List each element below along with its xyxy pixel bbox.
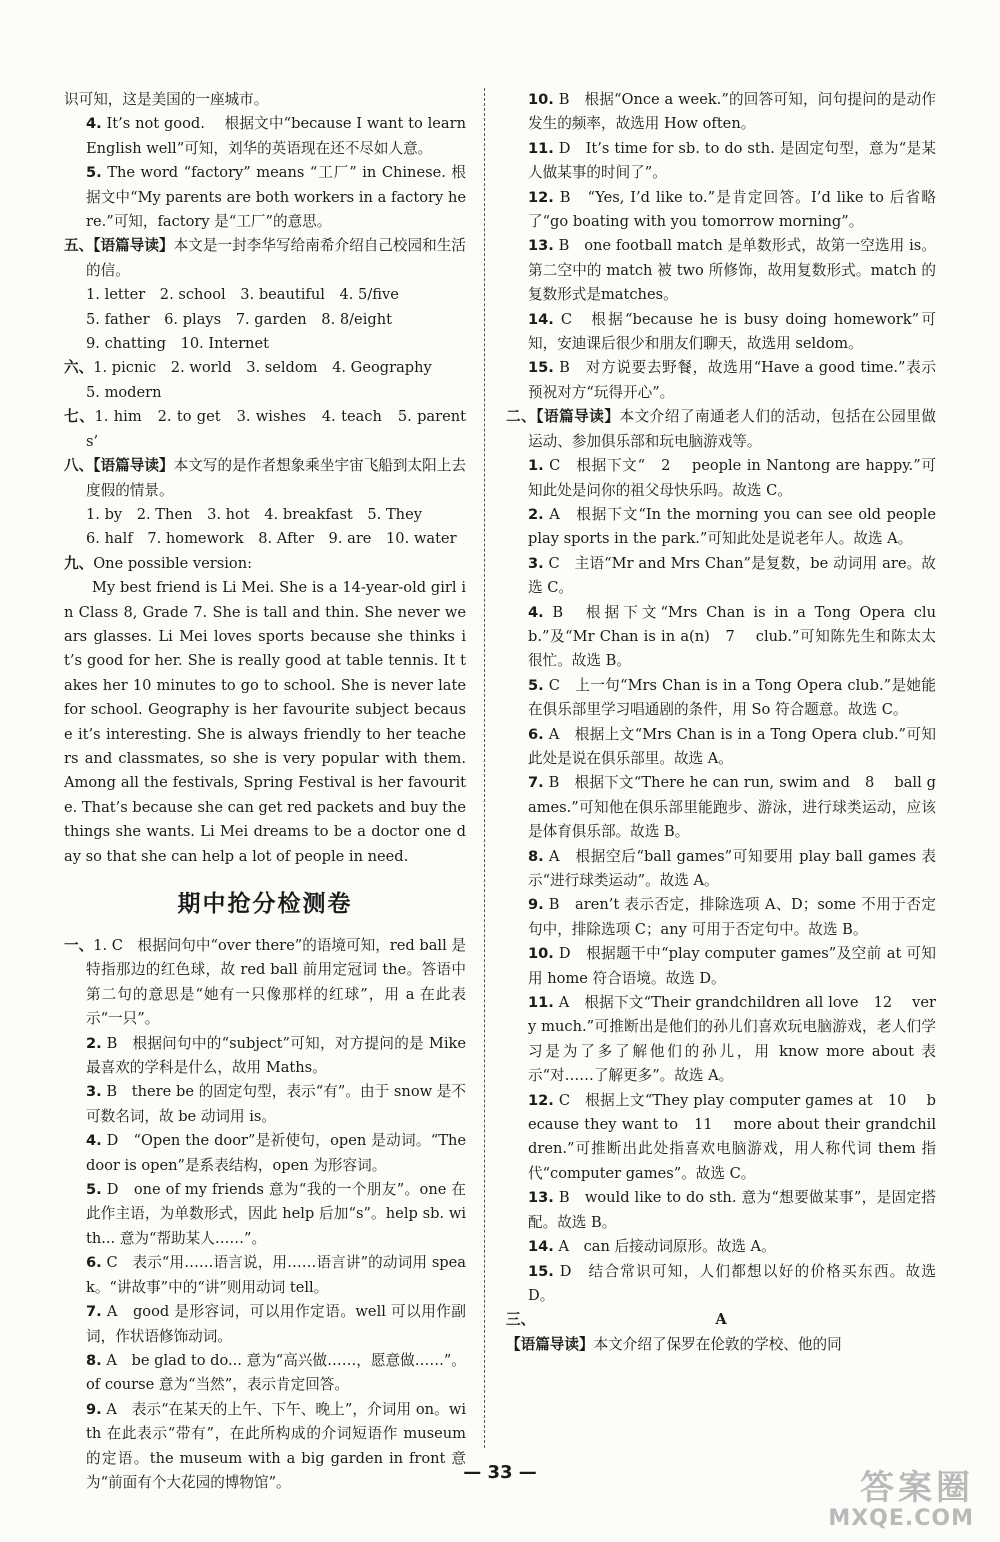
answer-item [64, 381, 466, 405]
answer-text: 5. modern [86, 383, 162, 401]
midterm-answer-item [64, 934, 466, 1032]
question-number: 13. [528, 237, 554, 255]
answer-text: D 根据题干中“play computer games”及空前 at 可知用 home 符合语境。故选 D。 [528, 945, 936, 987]
answer-item [506, 186, 936, 235]
midterm-answer-item [64, 1349, 466, 1398]
left-column [64, 88, 466, 1495]
answer-text: A be glad to do... 意为“高兴做……，愿意做……”。of course 意为“当然”，表示肯定回答。 [86, 1351, 466, 1394]
question-number: 9. [528, 896, 544, 914]
answer-text: 6. half 7. homework 8. After 9. are 10. water [86, 530, 457, 548]
answer-text: One possible version: [93, 554, 253, 572]
answer-item [506, 503, 936, 552]
page-number: — 33 — [463, 1462, 537, 1483]
answer-text: B 对方说要去野餐，故选用“Have a good time.”表示预祝对方“玩得开心”。 [528, 359, 936, 401]
answer-text: C 根据上文“They play computer games at 10 because they want to 11 more about their grandchildren.”可推断出此处指喜欢电脑游戏，用人称代词 them 指代“computer games”。故选 C。 [528, 1091, 936, 1182]
answer-item [506, 234, 936, 307]
question-number: 11. [528, 139, 554, 157]
answer-text: D 结合常识可知，人们都想以好的价格买东西。故选 D。 [528, 1262, 936, 1304]
answer-item [506, 405, 936, 454]
watermark-bottom: MXQE.COM [828, 1506, 974, 1531]
answer-item [64, 332, 466, 356]
answer-text: B would like to do sth. 意为“想要做某事”，是固定搭配。故选 B。 [528, 1189, 936, 1231]
answer-text: A can 后接动词原形。故选 A。 [553, 1238, 776, 1256]
answer-text: 1. letter 2. school 3. beautiful 4. 5/five [86, 286, 399, 304]
question-number: 14. [528, 310, 554, 328]
question-number: 4. [86, 115, 102, 133]
answer-item [64, 454, 466, 503]
watermark-top: 答案圈 [860, 1468, 974, 1508]
answer-item [64, 112, 466, 161]
answer-item [506, 1089, 936, 1187]
answer-text: B 根据问句中的“subject”可知，对方提问的是 Mike 最喜欢的学科是什么，故用 Maths。 [86, 1034, 466, 1077]
answer-text: B aren’t 表示否定，排除选项 A、D；some 不用于否定句中，排除选项 C；any 可用于否定句中。故选 B。 [528, 896, 936, 938]
column-divider [484, 88, 485, 1448]
question-number: 15. [528, 359, 554, 377]
answer-text: 1. by 2. Then 3. hot 4. breakfast 5. They [86, 505, 422, 523]
answer-text: 识可知，这是美国的一座城市。 [64, 91, 269, 108]
answer-item [64, 356, 466, 380]
guide-text: 本文介绍了保罗在伦敦的学校、他的同 [593, 1335, 842, 1353]
answer-item [64, 405, 466, 454]
question-number: 5. [528, 676, 544, 694]
answer-item [506, 308, 936, 357]
answer-text: 5. father 6. plays 7. garden 8. 8/eight [86, 310, 392, 328]
guide-tag: 【语篇导读】 [506, 1335, 594, 1353]
question-number: 4. [528, 603, 544, 621]
answer-item [64, 503, 466, 527]
answer-text: 1. him 2. to get 3. wishes 4. teach 5. parents’ [86, 408, 466, 450]
answer-item [506, 454, 936, 503]
midterm-answer-item [64, 1300, 466, 1349]
answer-item [506, 1186, 936, 1235]
answer-text: 本文是一封李华写给南希介绍自己校园和生活的信。 [86, 237, 466, 279]
question-number: 5. [86, 164, 102, 182]
answer-text: 1. C 根据问句中“over there”的语境可知，red ball 是特指那边的红色球，故 red ball 前用定冠词 the。答语中第二句的意思是“她有一只像那样的红球”，用 a 在此表示“一只”。 [86, 937, 466, 1028]
question-number: 4. [86, 1132, 102, 1150]
answer-text: A 根据上文“Mrs Chan is in a Tong Opera club.”可知此处是说在俱乐部里。故选 A。 [528, 725, 936, 767]
answer-item [506, 942, 936, 991]
answer-item [506, 552, 936, 601]
answer-item [506, 137, 936, 186]
question-section-tag: 九、 [64, 554, 94, 572]
answer-item [506, 601, 936, 674]
answer-item [506, 1235, 936, 1259]
answer-text: It’s not good. 根据文中“because I want to learn English well”可知，刘华的英语现在还不尽如人意。 [86, 115, 466, 157]
question-number: 10. [528, 91, 554, 108]
question-section-tag: 一、 [64, 937, 94, 954]
answer-text: B 根据下文“There he can run, swim and 8 ball games.”可知他在俱乐部里能跑步、游泳，进行球类运动，应该是体育俱乐部。故选 B。 [528, 774, 936, 841]
answer-item [64, 576, 466, 869]
question-number: 7. [528, 774, 544, 792]
question-number: 3. [86, 1083, 102, 1101]
right-column [506, 88, 936, 1357]
question-number: 3. [528, 554, 544, 572]
section-three-tag: 三、 [506, 1311, 536, 1329]
midterm-answer-item [64, 1178, 466, 1251]
answer-text: C 表示“用……语言说，用……语言讲”的动词用 speak。“讲故事”中的“讲”则用动词 tell。 [86, 1254, 466, 1296]
question-number: 11. [528, 994, 554, 1012]
answer-item [506, 356, 936, 405]
answer-text: 本文介绍了南通老人们的活动，包括在公园里做运动、参加俱乐部和玩电脑游戏等。 [528, 408, 936, 450]
answer-item [64, 308, 466, 332]
answer-text: D It’s time for sb. to do sth. 是固定句型，意为“是某人做某事的时间了”。 [528, 139, 936, 182]
answer-item [506, 771, 936, 844]
question-section-tag: 六、 [64, 359, 94, 377]
passage-letter: A [715, 1311, 727, 1329]
answer-text: C 根据下文“ 2 people in Nantong are happy.”可知此处是问你的祖父母快乐吗。故选 C。 [528, 457, 936, 499]
answer-text: D “Open the door”是祈使句，open 是动词。“The door is open”是系表结构，open 为形容词。 [86, 1132, 466, 1174]
midterm-answer-item [64, 1129, 466, 1178]
question-number: 6. [86, 1254, 102, 1272]
answer-item [506, 88, 936, 137]
answer-text: D one of my friends 意为“我的一个朋友”。one 在此作主语，为单数形式，因此 help 后加“s”。help sb. with... 意为“帮助某人……”。 [86, 1181, 466, 1247]
question-number: 2. [86, 1034, 102, 1052]
question-number: 8. [86, 1351, 102, 1369]
answer-item [64, 552, 466, 576]
answer-item [64, 88, 466, 112]
answer-text: A 根据下文“Their grandchildren all love 12 very much.”可推断出是他们的孙儿们喜欢玩电脑游戏，老人们学习是为了多了解他们的孙儿，用 know more about 表示“对……了解更多”。故选 A。 [528, 994, 936, 1085]
answer-text: B one football match 是单数形式，故第一空选用 is。第二空中的 match 被 two 所修饰，故用复数形式。match 的复数形式是matches。 [528, 237, 936, 304]
answer-text: B there be 的固定句型，表示“有”。由于 snow 是不可数名词，故 be 动词用 is。 [86, 1083, 466, 1125]
answer-item [64, 234, 466, 283]
answer-item [64, 527, 466, 551]
answer-item [64, 283, 466, 307]
question-section-tag: 二、【语篇导读】 [506, 408, 620, 426]
question-number: 15. [528, 1262, 554, 1280]
question-number: 14. [528, 1238, 554, 1256]
question-number: 6. [528, 725, 544, 743]
question-number: 2. [528, 505, 544, 523]
answer-item [506, 1260, 936, 1309]
question-section-tag: 八、【语篇导读】 [64, 457, 174, 475]
question-number: 9. [86, 1400, 102, 1418]
left-answers-block [64, 88, 466, 869]
answer-text: My best friend is Li Mei. She is a 14-year-old girl in Class 8, Grade 7. She is tall and thin. She never wears glasses. Li Mei loves sports because she thinks it’s good for her. She is really good at table tennis. It takes her 10 minutes to go to school. She is never late for school. Geography is her favourite subject because it’s interesting. She is always friendly to her teachers and classmates, so she is very popular with them. Among all the festivals, Spring Festival is her favourite. That’s because she can get red packets and buy the things she wants. Li Mei dreams to be a doctor one day so that she can help a lot of people in need. [64, 579, 466, 865]
answer-item [506, 893, 936, 942]
answer-text: The word “factory” means “工厂” in Chinese. 根据文中“My parents are both workers in a factory here.”可知，factory 是“工厂”的意思。 [86, 164, 466, 231]
answer-text: C 主语“Mr and Mrs Chan”是复数，be 动词用 are。故选 C。 [528, 554, 936, 597]
answer-item [506, 845, 936, 894]
midterm-answers-block [64, 934, 466, 1495]
answer-text: C 根据“because he is busy doing homework”可知，安迪课后很少和朋友们聊天，故选用 seldom。 [528, 310, 936, 353]
midterm-answer-item [64, 1251, 466, 1300]
section-title: 期中抢分检测卷 [177, 891, 353, 917]
watermark-logo [794, 1470, 974, 1534]
answer-text: 9. chatting 10. Internet [86, 335, 269, 353]
question-number: 12. [528, 1091, 554, 1109]
answer-item [506, 674, 936, 723]
question-number: 12. [528, 188, 554, 206]
section-three-heading [506, 1308, 936, 1332]
answer-text: C 上一句“Mrs Chan is in a Tong Opera club.”是她能在俱乐部里学习唱通剧的条件，用 So 符合题意。故选 C。 [528, 676, 936, 719]
answer-text: A good 是形容词，可以用作定语。well 可以用作副词，作状语修饰动词。 [86, 1303, 466, 1345]
right-answers-block [506, 88, 936, 1308]
question-number: 13. [528, 1189, 554, 1207]
answer-text: B “Yes, I’d like to.”是肯定回答。I’d like to 后省略了“go boating with you tomorrow morning”。 [528, 188, 936, 231]
answer-text: 1. picnic 2. world 3. seldom 4. Geography [93, 359, 432, 377]
answer-item [64, 161, 466, 234]
question-number: 8. [528, 847, 544, 865]
section-three-guide [506, 1333, 936, 1357]
answer-item [506, 991, 936, 1089]
answer-text: 本文写的是作者想象乘坐宇宙飞船到太阳上去度假的情景。 [86, 457, 466, 499]
answer-text: A 根据空后“ball games”可知要用 play ball games 表示“进行球类运动”。故选 A。 [528, 847, 936, 889]
question-number: 5. [86, 1181, 102, 1199]
answer-text: B 根据“Once a week.”的回答可知，问句提问的是动作发生的频率，故选用 How often。 [528, 91, 936, 133]
question-section-tag: 五、【语篇导读】 [64, 237, 174, 255]
answer-text: A 根据下文“In the morning you can see old people play sports in the park.”可知此处是说老年人。故选 A。 [528, 505, 936, 548]
answer-text: A 表示“在某天的上午、下午、晚上”，介词用 on。with 在此表示“带有”，在此所构成的介词短语作 museum 的定语。the museum with a big garden in front 意为“前面有个大花园的博物馆”。 [86, 1400, 466, 1491]
question-number: 1. [528, 457, 544, 475]
question-number: 10. [528, 945, 554, 963]
midterm-answer-item [64, 1032, 466, 1081]
answer-text: B 根据下文“Mrs Chan is in a Tong Opera club.”及“Mr Chan is in a(n) 7 club.”可知陈先生和陈太太很忙。故选 B。 [528, 603, 936, 670]
question-section-tag: 七、 [64, 408, 95, 426]
answer-item [506, 723, 936, 772]
question-number: 7. [86, 1303, 102, 1321]
midterm-answer-item [64, 1080, 466, 1129]
